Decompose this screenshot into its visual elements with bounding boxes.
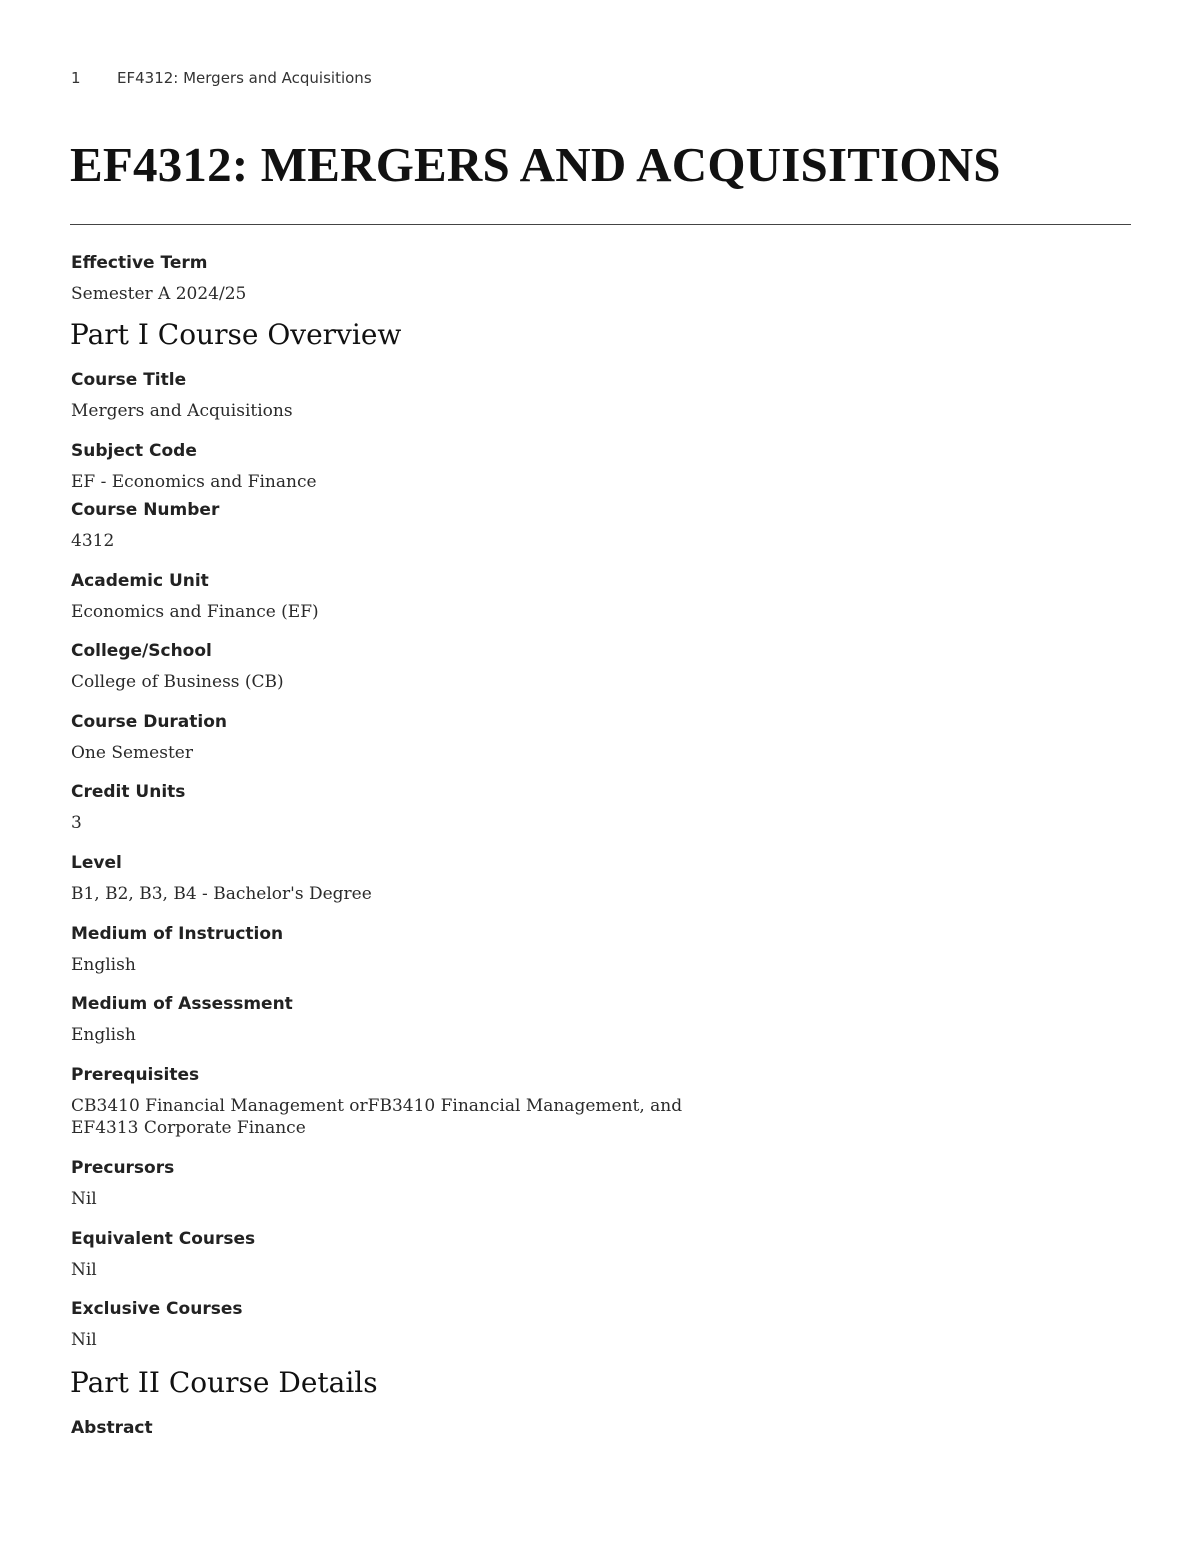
subject-code-value: EF - Economics and Finance xyxy=(71,472,317,492)
medium-assessment-label: Medium of Assessment xyxy=(71,994,293,1014)
course-title-label: Course Title xyxy=(71,370,187,390)
credit-units-label: Credit Units xyxy=(71,782,186,802)
college-school-value: College of Business (CB) xyxy=(71,672,284,692)
college-school-label: College/School xyxy=(71,641,212,661)
course-number-value: 4312 xyxy=(71,531,115,551)
document-title: EF4312: MERGERS AND ACQUISITIONS xyxy=(70,137,1001,192)
course-number-label: Course Number xyxy=(71,500,220,520)
abstract-label: Abstract xyxy=(71,1418,153,1438)
exclusive-courses-label: Exclusive Courses xyxy=(71,1299,243,1319)
prerequisites-line2: EF4313 Corporate Finance xyxy=(71,1118,306,1138)
course-duration-value: One Semester xyxy=(71,743,193,763)
course-title-value: Mergers and Acquisitions xyxy=(71,401,293,421)
level-label: Level xyxy=(71,853,122,873)
running-header xyxy=(71,69,372,87)
running-title: EF4312: Mergers and Acquisitions xyxy=(117,69,372,87)
part1-heading: Part I Course Overview xyxy=(70,318,402,351)
subject-code-label: Subject Code xyxy=(71,441,197,461)
medium-instruction-value: English xyxy=(71,955,136,975)
exclusive-courses-value: Nil xyxy=(71,1330,97,1350)
equivalent-courses-value: Nil xyxy=(71,1260,97,1280)
prerequisites-line1: CB3410 Financial Management orFB3410 Financial Management, and xyxy=(71,1096,683,1116)
page-number: 1 xyxy=(71,69,81,87)
credit-units-value: 3 xyxy=(71,813,82,833)
effective-term-value: Semester A 2024/25 xyxy=(71,284,247,304)
academic-unit-label: Academic Unit xyxy=(71,571,209,591)
academic-unit-value: Economics and Finance (EF) xyxy=(71,602,319,622)
precursors-label: Precursors xyxy=(71,1158,175,1178)
part2-heading: Part II Course Details xyxy=(70,1366,378,1399)
medium-instruction-label: Medium of Instruction xyxy=(71,924,284,944)
course-duration-label: Course Duration xyxy=(71,712,228,732)
equivalent-courses-label: Equivalent Courses xyxy=(71,1229,256,1249)
level-value: B1, B2, B3, B4 - Bachelor's Degree xyxy=(71,884,372,904)
prerequisites-label: Prerequisites xyxy=(71,1065,200,1085)
precursors-value: Nil xyxy=(71,1189,97,1209)
medium-assessment-value: English xyxy=(71,1025,136,1045)
effective-term-label: Effective Term xyxy=(71,253,208,273)
title-divider xyxy=(70,224,1131,225)
